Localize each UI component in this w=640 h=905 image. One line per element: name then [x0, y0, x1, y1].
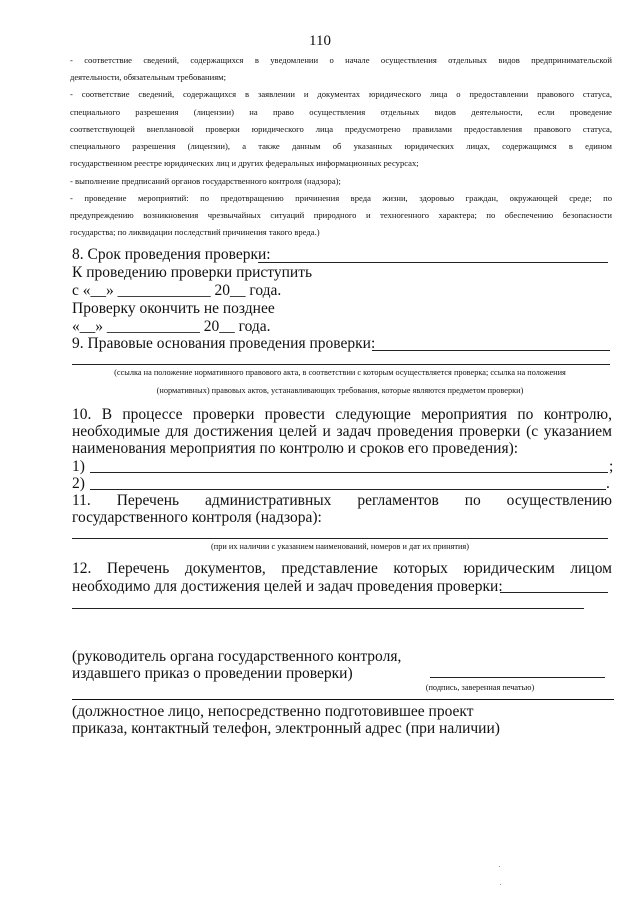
list-item: - соответствие сведений, содержащихся в заявлении и документах юридического лица о предоставлении правового статуса,: [70, 89, 612, 99]
documents-field[interactable]: [500, 592, 608, 593]
activity-1-punct: ;: [609, 458, 614, 475]
signature-field[interactable]: [430, 677, 605, 678]
list-item: государства; по ликвидации последствий причинения такого вреда.): [70, 227, 320, 237]
list-item: соответствующей внеплановой проверки юридического лица предусмотрено правилами предоставления правового статуса,: [70, 124, 612, 134]
scan-speck: [500, 884, 501, 885]
section-11-title: 11. Перечень административных регламентов по осуществлению: [72, 492, 612, 509]
list-item: специального разрешения (лицензии), а также данным об указанных юридических лицах, содержащимся в едином: [70, 141, 612, 151]
legal-basis-field-line2[interactable]: [72, 364, 610, 365]
list-item: - проведение мероприятий: по предотвращению причинения вреда жизни, здоровью граждан, окружающей среде; по: [70, 193, 612, 203]
signature-hint: (подпись, заверенная печатью): [425, 683, 535, 692]
legal-basis-hint-continued: (нормативных) правовых актов, устанавливающих требования, которые являются предметом проверки): [156, 386, 524, 395]
list-item: государственном реестре юридических лиц и других федеральных информационных ресурсах;: [70, 158, 419, 168]
activity-2-punct: .: [606, 475, 610, 492]
activity-2-field[interactable]: [90, 489, 606, 490]
section-12-text: необходимо для достижения целей и задач проведения проверки:: [72, 578, 503, 595]
regulations-hint: (при их наличии с указанием наименований, номеров и дат их принятия): [211, 542, 469, 551]
list-item: - выполнение предписаний органов государственного контроля (надзора);: [70, 176, 341, 186]
list-item: специального разрешения (лицензии) на право осуществления отдельных видов деятельности, если проведение: [70, 107, 612, 117]
divider: [72, 699, 614, 700]
section-8-title: 8. Срок проведения проверки:: [72, 246, 271, 263]
start-label: К проведению проверки приступить: [72, 264, 313, 281]
activity-2-label: 2): [72, 475, 85, 492]
regulations-field[interactable]: [72, 538, 608, 539]
list-item: - соответствие сведений, содержащихся в уведомлении о начале осуществления отдельных видов предпринимательской: [70, 55, 612, 65]
activity-1-field[interactable]: [90, 472, 608, 473]
list-item: предупреждению возникновения чрезвычайных ситуаций природного и техногенного характера; по обеспечению безопасности: [70, 210, 612, 220]
list-item: деятельности, обязательным требованиям;: [70, 72, 227, 82]
end-label: Проверку окончить не позднее: [72, 300, 275, 317]
start-date-field[interactable]: с «__» ____________ 20__ года.: [72, 282, 282, 299]
scan-speck: [499, 866, 500, 867]
activity-1-label: 1): [72, 458, 85, 475]
section-10-text: наименования мероприятия по контролю и сроков его проведения):: [72, 440, 519, 457]
section-10-text: необходимые для достижения целей и задач проведения проверки (с указанием: [72, 423, 612, 440]
head-of-authority-label-continued: издавшего приказ о проведении проверки): [72, 665, 353, 682]
page-number: 110: [309, 33, 331, 49]
end-date-field[interactable]: «__» ____________ 20__ года.: [72, 318, 271, 335]
section-10-title: 10. В процессе проверки провести следующие мероприятия по контролю,: [72, 406, 612, 423]
documents-field-line2[interactable]: [72, 608, 584, 609]
legal-basis-field[interactable]: [372, 350, 610, 351]
head-of-authority-label: (руководитель органа государственного контроля,: [72, 648, 402, 665]
prepared-by-label: (должностное лицо, непосредственно подготовившее проект: [72, 703, 474, 720]
legal-basis-hint: (ссылка на положение нормативного правового акта, в соответствии с которым осуществляется проверка; ссылка на положения: [114, 368, 566, 377]
section-11-text: государственного контроля (надзора):: [72, 509, 322, 526]
section-12-title: 12. Перечень документов, представление которых юридическим лицом: [72, 560, 612, 577]
inspection-term-field[interactable]: [258, 262, 608, 263]
section-9-title: 9. Правовые основания проведения проверки:: [72, 335, 376, 352]
prepared-by-label-continued: приказа, контактный телефон, электронный адрес (при наличии): [72, 720, 500, 737]
